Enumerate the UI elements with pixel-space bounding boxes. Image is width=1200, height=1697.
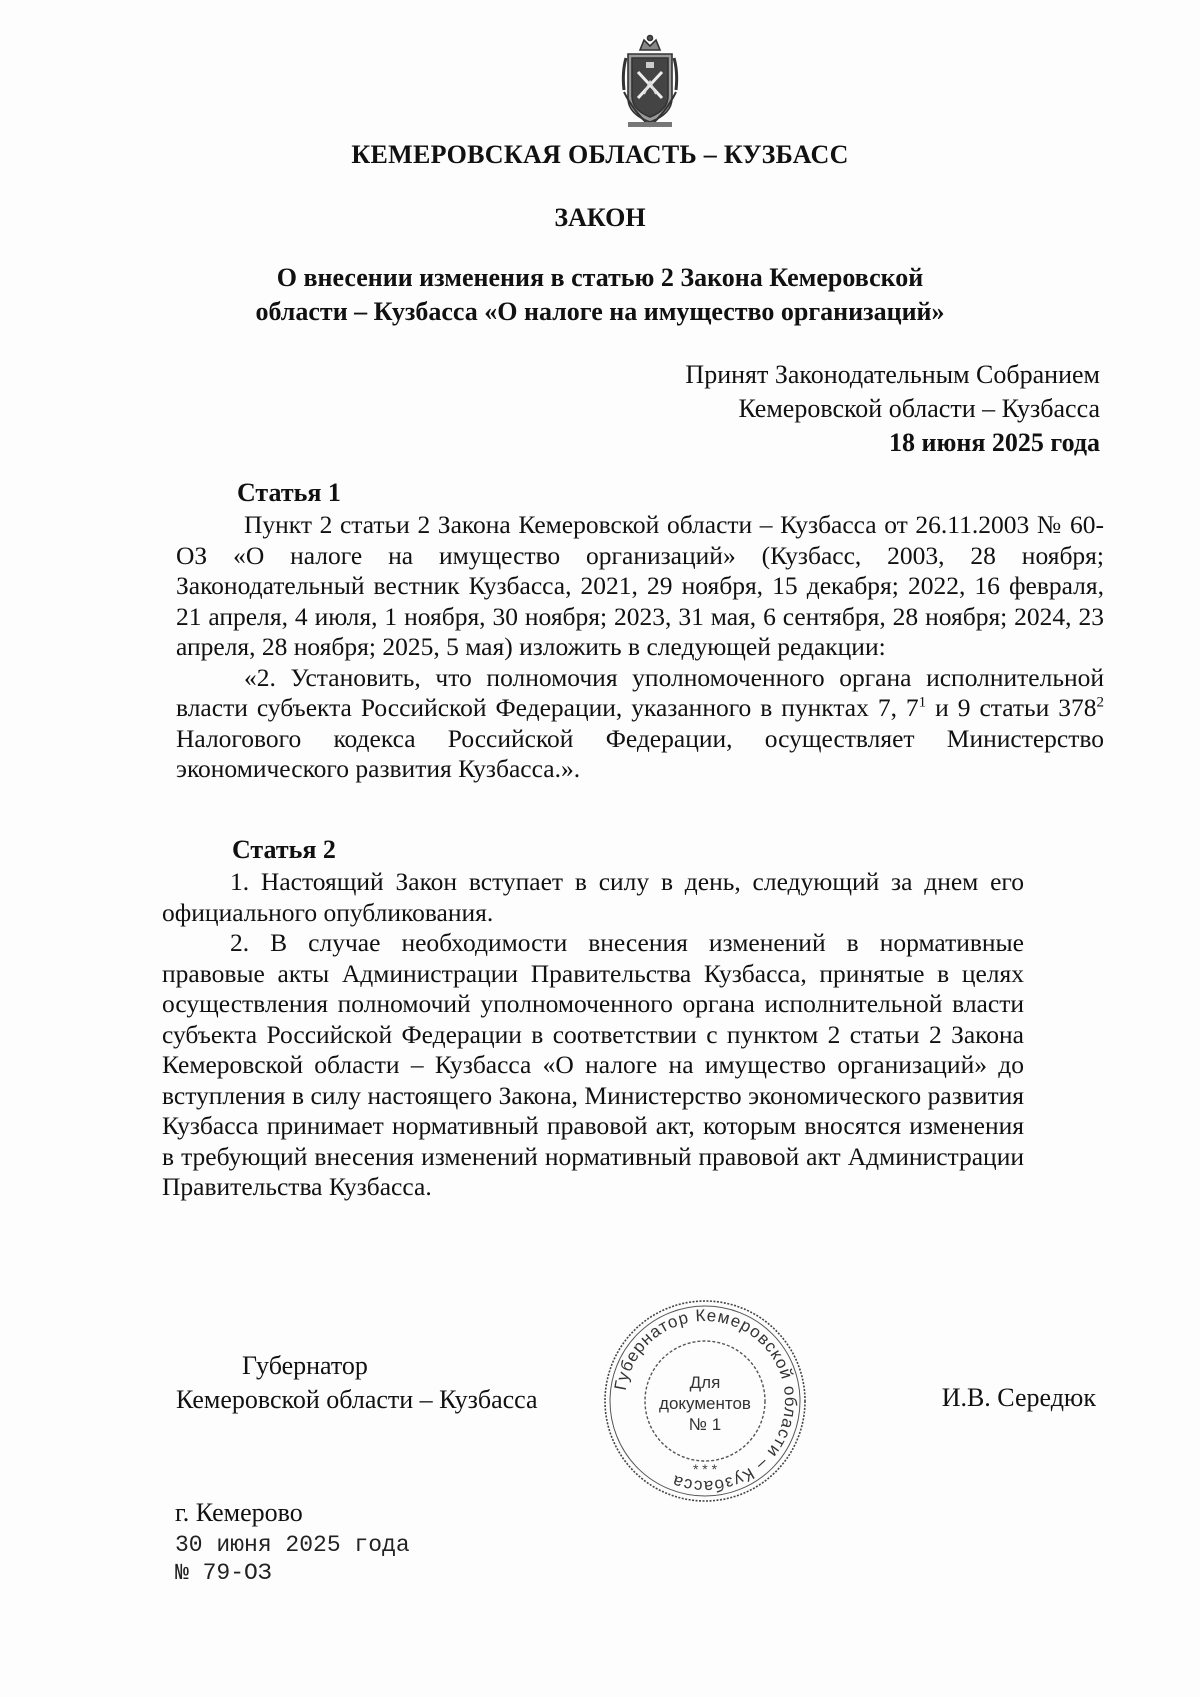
signer-title-line-1: Губернатор	[242, 1351, 368, 1380]
signer-title	[176, 1349, 538, 1417]
adoption-date: 18 июня 2025 года	[889, 428, 1100, 457]
superscript-1: 1	[918, 694, 927, 711]
article-1-paragraph-1: Пункт 2 статьи 2 Закона Кемеровской области – Кузбасса от 26.11.2003 № 60-ОЗ «О налоге на имущество организаций» (Кузбасс, 2003, 28 ноября; Законодательный вестник Кузбасса, 2021, 29 ноября, 15 декабря; 2022, 16 февраля, 21 апреля, 4 июля, 1 ноября, 30 ноября; 2023, 31 мая, 6 сентября, 28 ноября; 2024, 23 апреля, 28 ноября; 2025, 5 мая) изложить в следующей редакции:	[176, 510, 1104, 661]
signer-title-line-2: Кемеровской области – Кузбасса	[176, 1385, 538, 1414]
superscript-2: 2	[1096, 694, 1104, 711]
registration-block	[175, 1531, 410, 1587]
article-2-body	[162, 867, 1024, 1203]
law-title-line-1: О внесении изменения в статью 2 Закона Кемеровской	[276, 263, 924, 292]
document-type: ЗАКОН	[554, 203, 646, 232]
adoption-line-2: Кемеровской области – Кузбасса	[738, 394, 1100, 423]
signer-name: И.В. Середюк	[941, 1383, 1096, 1412]
stamp-center-line-1: Для	[689, 1373, 721, 1392]
adoption-block	[500, 358, 1100, 460]
place-of-signing: г. Кемерово	[175, 1498, 303, 1527]
article-1-p2-text-c: Налогового кодекса Российской Федерации, осуществляет Министерство экономического развития Кузбасса.».	[176, 723, 1104, 783]
law-title-line-2: области – Кузбасса «О налоге на имущество организаций»	[255, 297, 945, 326]
stamp-center-line-2: документов	[659, 1394, 751, 1413]
article-1-paragraph-2	[176, 663, 1104, 785]
stamp-stars: * * *	[692, 1461, 718, 1477]
law-title	[0, 261, 1200, 329]
registration-date: 30 июня 2025 года	[175, 1532, 410, 1558]
region-title: КЕМЕРОВСКАЯ ОБЛАСТЬ – КУЗБАСС	[351, 140, 849, 169]
stamp-center-line-3: № 1	[688, 1415, 722, 1434]
article-1-p2-text-a: «2. Установить, что полномочия уполномоченного органа исполнительной власти субъекта Российской Федерации, указанного в пунктах 7, 7	[176, 662, 1104, 722]
article-1-body	[176, 510, 1104, 785]
stamp-ring-text: Губернатор Кемеровской области – Кузбасса	[610, 1305, 801, 1497]
kuzbass-coat-of-arms-icon	[614, 32, 686, 132]
article-1-heading: Статья 1	[237, 478, 341, 507]
adoption-line-1: Принят Законодательным Собранием	[685, 360, 1100, 389]
registration-number: № 79-ОЗ	[175, 1560, 272, 1586]
article-2-heading: Статья 2	[232, 835, 336, 864]
article-2-paragraph-2: 2. В случае необходимости внесения изменений в нормативные правовые акты Администрации Правительства Кузбасса, принятые в целях осуществления полномочий уполномоченного органа исполнительной власти субъекта Российской Федерации в соответствии с пунктом 2 статьи 2 Закона Кемеровской области – Кузбасса «О налоге на имущество организаций» до вступления в силу настоящего Закона, Министерство экономического развития Кузбасса принимает нормативный правовой акт, которым вносятся изменения в требующий внесения изменений нормативный правовой акт Администрации Правительства Кузбасса.	[162, 928, 1024, 1201]
article-1-p2-text-b: и 9 статьи 378	[926, 693, 1097, 722]
official-stamp	[600, 1296, 810, 1506]
article-2-paragraph-1: 1. Настоящий Закон вступает в силу в день, следующий за днем его официального опубликования.	[162, 867, 1024, 927]
